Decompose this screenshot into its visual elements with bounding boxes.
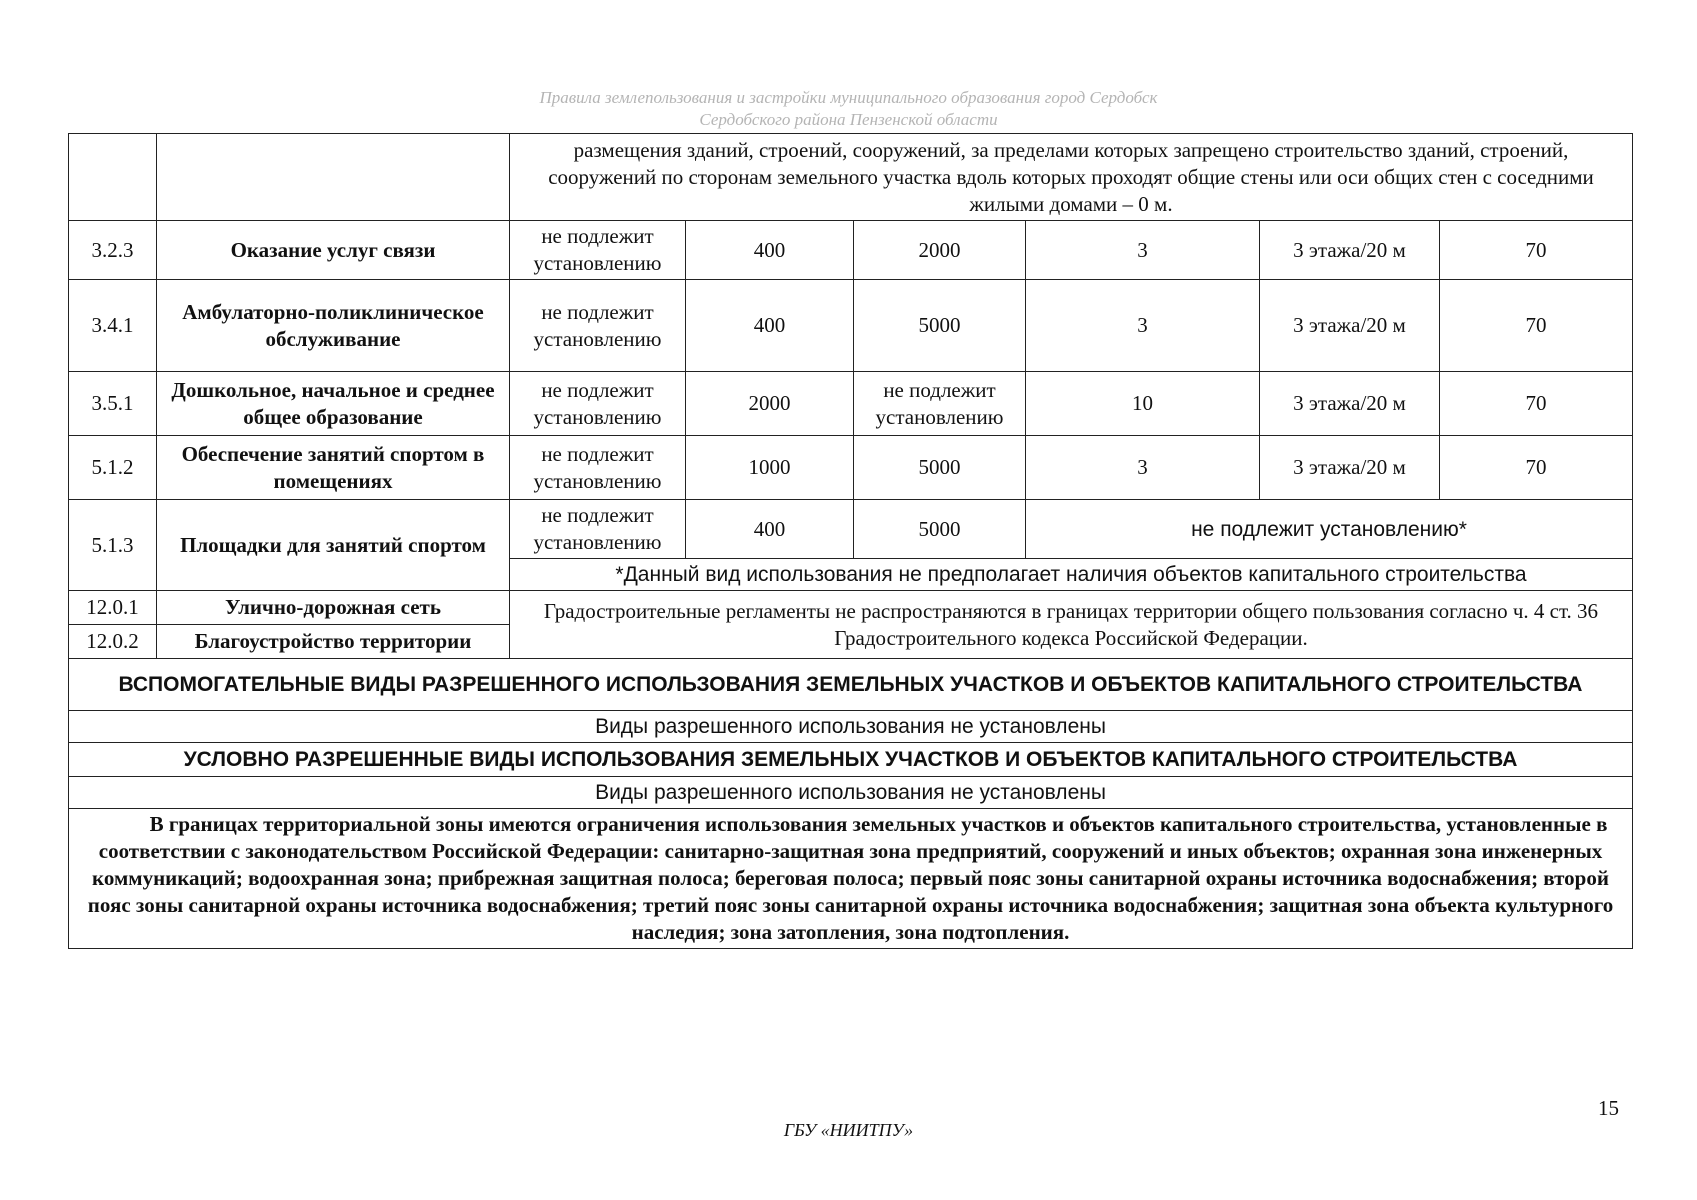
zoning-regulations-table — [68, 133, 1633, 949]
row-name: Обеспечение занятий спортом в помещениях — [157, 436, 510, 500]
section-value-row — [69, 711, 1633, 743]
restrictions-row — [69, 809, 1633, 949]
row-name: Улично-дорожная сеть — [157, 591, 510, 625]
table-row — [69, 280, 1633, 372]
row-code: 12.0.2 — [69, 625, 157, 659]
row-value: 400 — [686, 500, 854, 559]
regulations-text: Градостроительные регламенты не распространяются в границах территории общего пользования согласно ч. 4 ст. 36 Градостроительного кодекса Российской Федерации. — [510, 591, 1633, 659]
row-value: 5000 — [854, 436, 1026, 500]
row-value: не подлежит установлению — [510, 372, 686, 436]
row-value: 400 — [686, 221, 854, 280]
section-heading-row — [69, 659, 1633, 711]
row-code: 3.4.1 — [69, 280, 157, 372]
section-heading-conditional: УСЛОВНО РАЗРЕШЕННЫЕ ВИДЫ ИСПОЛЬЗОВАНИЯ ЗЕМЕЛЬНЫХ УЧАСТКОВ И ОБЪЕКТОВ КАПИТАЛЬНОГО СТРОИТЕЛЬСТВА — [69, 743, 1633, 777]
section-value-auxiliary: Виды разрешенного использования не установлены — [69, 711, 1633, 743]
section-heading-row — [69, 743, 1633, 777]
row-value: не подлежит установлению — [510, 280, 686, 372]
footer-organization: ГБУ «НИИТПУ» — [783, 1120, 914, 1140]
row-name: Благоустройство территории — [157, 625, 510, 659]
running-header-line-2: Сердобского района Пензенской области — [699, 110, 998, 129]
row-value: 70 — [1440, 280, 1633, 372]
row-value: 2000 — [854, 221, 1026, 280]
continuation-text: размещения зданий, строений, сооружений, за пределами которых запрещено строительство зданий, строений, сооружений по сторонам земельного участка вдоль которых проходят общие стены или оси общих стен с соседними жилыми домами – 0 м. — [510, 134, 1633, 221]
row-value: 70 — [1440, 436, 1633, 500]
row-value: 3 этажа/20 м — [1260, 436, 1440, 500]
row-value: не подлежит установлению — [854, 372, 1026, 436]
row-value: 70 — [1440, 372, 1633, 436]
restrictions-note: В границах территориальной зоны имеются ограничения использования земельных участков и объектов капитального строительства, установленные в соответствии с законодательством Российской Федерации: санитарно-защитная зона предприятий, сооружений и иных объектов; охранная зона инженерных коммуникаций; водоохранная зона; прибрежная защитная полоса; береговая полоса; первый пояс зоны санитарной охраны источника водоснабжения; второй пояс зоны санитарной охраны источника водоснабжения; третий пояс зоны санитарной охраны источника водоснабжения; защитная зона объекта культурного наследия; зона затопления, зона подтопления. — [69, 809, 1633, 949]
row-value: 3 — [1026, 280, 1260, 372]
table-row — [69, 500, 1633, 559]
page-number: 15 — [1598, 1096, 1619, 1120]
running-header-line-1: Правила землепользования и застройки муниципального образования город Сердобск — [539, 88, 1158, 107]
footnote-text: *Данный вид использования не предполагает наличия объектов капитального строительства — [510, 559, 1633, 591]
row-value: 3 этажа/20 м — [1260, 280, 1440, 372]
row-value: 3 этажа/20 м — [1260, 372, 1440, 436]
row-value: 5000 — [854, 280, 1026, 372]
row-code: 12.0.1 — [69, 591, 157, 625]
row-value: 3 — [1026, 436, 1260, 500]
row-value: 70 — [1440, 221, 1633, 280]
row-value: не подлежит установлению — [510, 221, 686, 280]
table-row-continuation — [69, 134, 1633, 221]
row-code: 3.5.1 — [69, 372, 157, 436]
row-name: Дошкольное, начальное и среднее общее образование — [157, 372, 510, 436]
row-value: 10 — [1026, 372, 1260, 436]
row-code: 5.1.2 — [69, 436, 157, 500]
section-heading-auxiliary: ВСПОМОГАТЕЛЬНЫЕ ВИДЫ РАЗРЕШЕННОГО ИСПОЛЬЗОВАНИЯ ЗЕМЕЛЬНЫХ УЧАСТКОВ И ОБЪЕКТОВ КАПИТАЛЬНОГО СТРОИТЕЛЬСТВА — [69, 659, 1633, 711]
table-cell-empty — [157, 134, 510, 221]
row-value: 5000 — [854, 500, 1026, 559]
row-value: 3 — [1026, 221, 1260, 280]
row-name: Оказание услуг связи — [157, 221, 510, 280]
row-name: Амбулаторно-поликлиническое обслуживание — [157, 280, 510, 372]
row-value: 2000 — [686, 372, 854, 436]
row-value: не подлежит установлению — [510, 436, 686, 500]
table-row — [69, 221, 1633, 280]
row-value-merged: не подлежит установлению* — [1026, 500, 1633, 559]
table-cell-empty — [69, 134, 157, 221]
row-code: 3.2.3 — [69, 221, 157, 280]
section-value-row — [69, 777, 1633, 809]
table-row — [69, 372, 1633, 436]
table-row — [69, 436, 1633, 500]
row-name: Площадки для занятий спортом — [157, 500, 510, 591]
row-code: 5.1.3 — [69, 500, 157, 591]
row-value: 3 этажа/20 м — [1260, 221, 1440, 280]
row-value: не подлежит установлению — [510, 500, 686, 559]
table-row — [69, 591, 1633, 625]
row-value: 400 — [686, 280, 854, 372]
row-value: 1000 — [686, 436, 854, 500]
section-value-conditional: Виды разрешенного использования не установлены — [69, 777, 1633, 809]
